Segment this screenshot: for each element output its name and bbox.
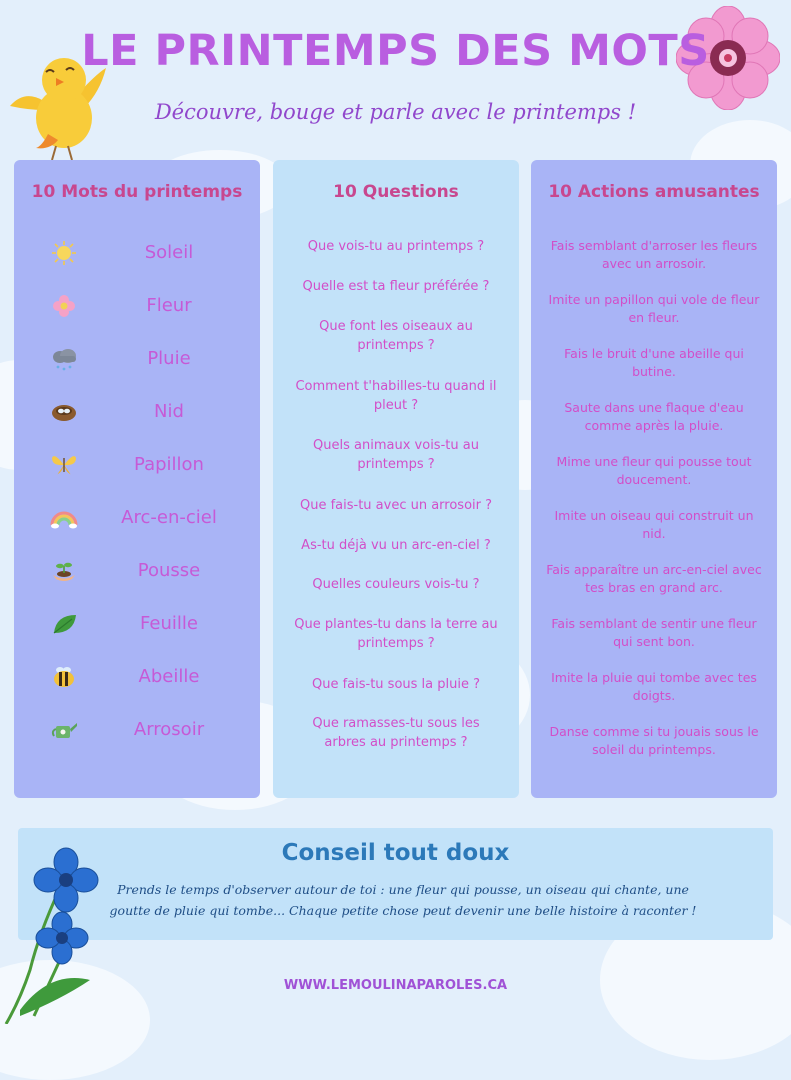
word-item <box>14 662 260 692</box>
question-item: Quelle est ta fleur préférée ? <box>302 279 490 294</box>
question-item: Que ramasses-tu sous les arbres au printemps ? <box>312 716 480 750</box>
question-item: Quels animaux vois-tu au printemps ? <box>313 438 479 472</box>
leaf-icon <box>50 611 78 637</box>
word-item <box>14 609 260 639</box>
words-heading: 10 Mots du printemps <box>31 182 243 202</box>
word-item <box>14 450 260 480</box>
words-panel <box>14 160 260 798</box>
action-item: Fais apparaître un arc-en-ciel avec tes bras en grand arc. <box>546 562 762 595</box>
word-label: Nid <box>154 401 184 422</box>
tip-box <box>18 828 773 940</box>
question-item: Que fais-tu avec un arrosoir ? <box>299 498 493 513</box>
word-label: Feuille <box>140 613 198 634</box>
word-label: Soleil <box>144 242 194 263</box>
question-item: Comment t'habilles-tu quand il pleut ? <box>295 379 497 413</box>
action-item: Fais semblant de sentir une fleur qui sent bon. <box>551 616 757 649</box>
page-title: LE PRINTEMPS DES MOTS <box>81 26 710 76</box>
word-label: Papillon <box>134 454 204 475</box>
word-label: Arrosoir <box>133 719 205 740</box>
action-item: Mime une fleur qui pousse tout doucement. <box>556 454 752 487</box>
word-item <box>14 715 260 745</box>
questions-panel <box>273 160 519 798</box>
page-subtitle: Découvre, bouge et parle avec le printemps ! <box>154 100 637 124</box>
word-item <box>14 397 260 427</box>
flower-icon <box>50 293 78 319</box>
word-label: Fleur <box>146 295 192 316</box>
action-item: Imite la pluie qui tombe avec tes doigts. <box>551 670 757 703</box>
word-item <box>14 291 260 321</box>
tip-body: Prends le temps d'observer autour de toi : une fleur qui pousse, un oiseau qui chante, une goutte de pluie qui tombe... Chaque petite chose peut devenir une belle histoire à raconter ! <box>109 882 697 918</box>
word-item <box>14 503 260 533</box>
blue-flowers-illustration <box>0 840 110 1024</box>
word-item <box>14 238 260 268</box>
question-item: Quelles couleurs vois-tu ? <box>312 577 480 592</box>
question-item: Que vois-tu au printemps ? <box>307 239 485 254</box>
word-label: Abeille <box>138 666 200 687</box>
action-item: Fais le bruit d'une abeille qui butine. <box>564 346 744 379</box>
word-label: Pluie <box>147 348 191 369</box>
watering-can-icon <box>50 717 78 743</box>
word-label: Arc-en-ciel <box>121 507 217 528</box>
butterfly-icon <box>50 452 78 478</box>
question-item: Que plantes-tu dans la terre au printemps ? <box>294 617 498 651</box>
sprout-icon <box>50 558 78 584</box>
question-item: As-tu déjà vu un arc-en-ciel ? <box>301 538 491 553</box>
nest-icon <box>50 399 78 425</box>
questions-heading: 10 Questions <box>333 182 459 202</box>
word-item <box>14 556 260 586</box>
tip-title: Conseil tout doux <box>281 840 510 866</box>
action-item: Imite un oiseau qui construit un nid. <box>554 508 754 541</box>
website-link[interactable]: WWW.LEMOULINAPAROLES.CA <box>283 978 508 993</box>
rain-cloud-icon <box>50 346 78 372</box>
action-item: Saute dans une flaque d'eau comme après la pluie. <box>564 400 744 433</box>
action-item: Danse comme si tu jouais sous le soleil du printemps. <box>549 724 759 757</box>
rainbow-icon <box>50 505 78 531</box>
actions-panel <box>531 160 777 798</box>
question-item: Que fais-tu sous la pluie ? <box>311 677 481 692</box>
word-label: Pousse <box>137 560 201 581</box>
word-item <box>14 344 260 374</box>
action-item: Fais semblant d'arroser les fleurs avec un arrosoir. <box>550 238 758 271</box>
actions-heading: 10 Actions amusantes <box>548 182 760 202</box>
action-item: Imite un papillon qui vole de fleur en fleur. <box>548 292 760 325</box>
sun-icon <box>50 240 78 266</box>
question-item: Que font les oiseaux au printemps ? <box>319 319 473 353</box>
bee-icon <box>50 664 78 690</box>
